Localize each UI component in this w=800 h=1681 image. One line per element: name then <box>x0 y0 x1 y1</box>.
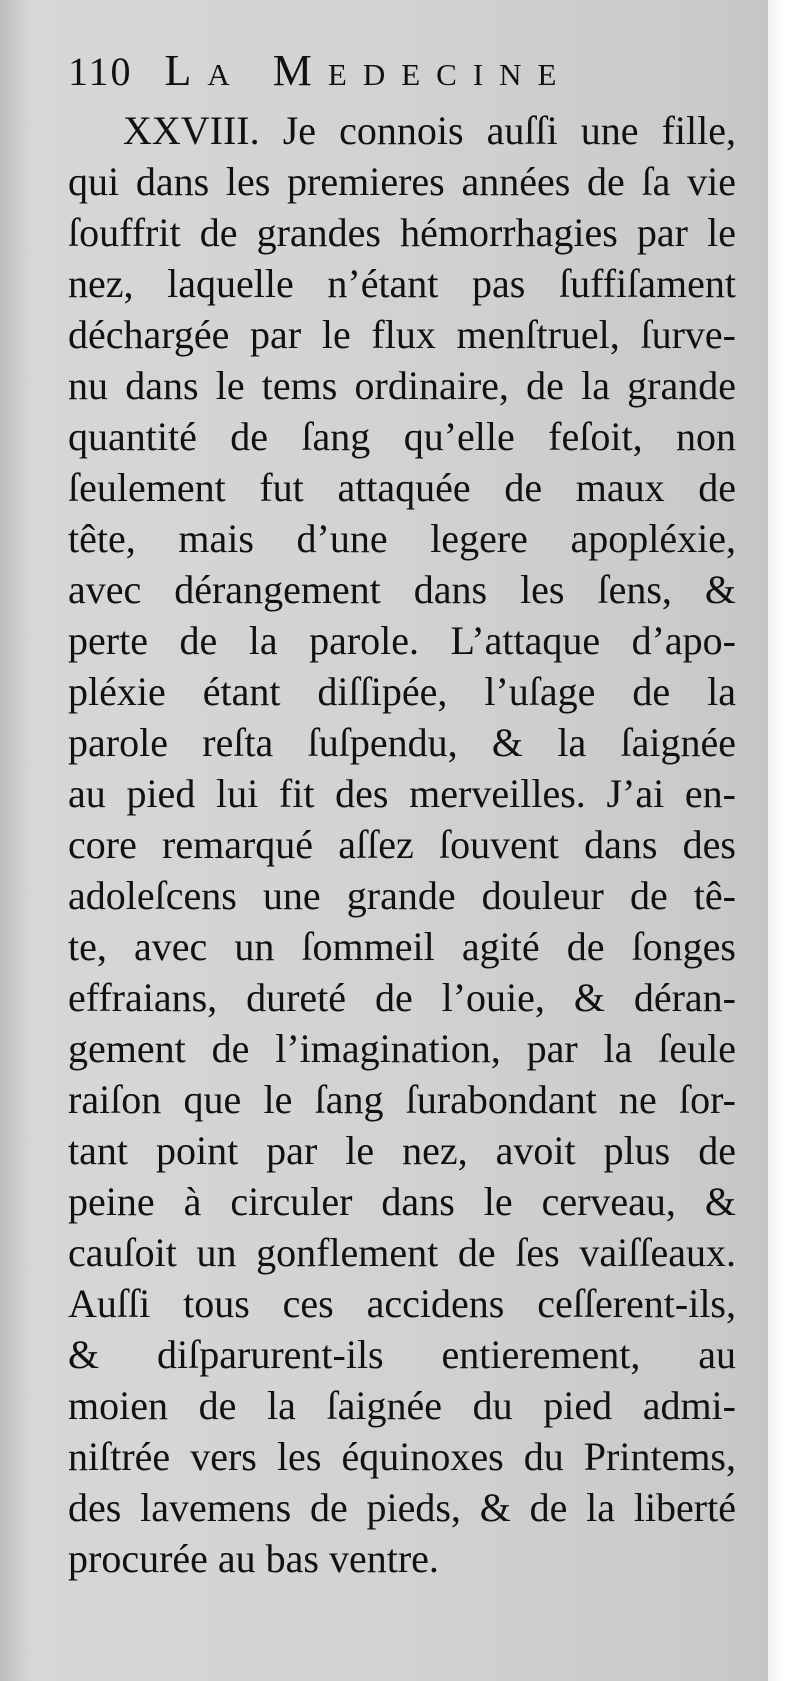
text-line: tant point par le nez, avoit plus de <box>68 1128 736 1173</box>
body-text <box>68 105 736 1584</box>
text-line: au pied lui fit des merveilles. J’ai en- <box>68 771 736 816</box>
text-line: core remarqué aſſez ſouvent dans des <box>68 822 736 867</box>
text-line: qui dans les premieres années de ſa vie <box>68 159 736 204</box>
text-line: cauſoit un gonflement de ſes vaiſſeaux. <box>68 1230 736 1275</box>
text-line: procurée au bas ventre. <box>68 1536 439 1581</box>
page-header <box>68 45 748 105</box>
page-edge <box>768 0 784 1681</box>
text-line: XXVIII. Je connois auſſi une fille, <box>123 108 736 153</box>
text-line: quantité de ſang qu’elle feſoit, non <box>68 414 736 459</box>
text-line: perte de la parole. L’attaque d’apo- <box>68 618 736 663</box>
page-number: 110 <box>68 49 133 94</box>
text-line: Auſſi tous ces accidens ceſſerent-ils, <box>68 1281 736 1326</box>
text-line: parole reſta ſuſpendu, & la ſaignée <box>68 720 736 765</box>
text-line: moien de la ſaignée du pied admi- <box>68 1383 736 1428</box>
running-head: La Medecine <box>164 46 573 95</box>
text-line: nu dans le tems ordinaire, de la grande <box>68 363 736 408</box>
text-line: niſtrée vers les équinoxes du Printems, <box>68 1434 736 1479</box>
text-line: effraians, dureté de l’ouie, & déran- <box>68 975 736 1020</box>
text-line: & diſparurent-ils entierement, au <box>68 1332 736 1377</box>
text-line: te, avec un ſommeil agité de ſonges <box>68 924 736 969</box>
text-line: déchargée par le flux menſtruel, ſurve- <box>68 312 736 357</box>
text-line: nez, laquelle n’étant pas ſuffiſament <box>68 261 736 306</box>
text-line: raiſon que le ſang ſurabondant ne ſor- <box>68 1077 736 1122</box>
text-line: ſouffrit de grandes hémorrhagies par le <box>68 210 736 255</box>
text-line: peine à circuler dans le cerveau, & <box>68 1179 736 1224</box>
text-line: ſeulement fut attaquée de maux de <box>68 465 736 510</box>
text-line: pléxie étant diſſipée, l’uſage de la <box>68 669 736 714</box>
text-line: des lavemens de pieds, & de la liberté <box>68 1485 736 1530</box>
text-line: adoleſcens une grande douleur de tê- <box>68 873 736 918</box>
text-line: avec dérangement dans les ſens, & <box>68 567 736 612</box>
text-line: gement de l’imagination, par la ſeule <box>68 1026 736 1071</box>
text-line: tête, mais d’une legere apopléxie, <box>68 516 736 561</box>
